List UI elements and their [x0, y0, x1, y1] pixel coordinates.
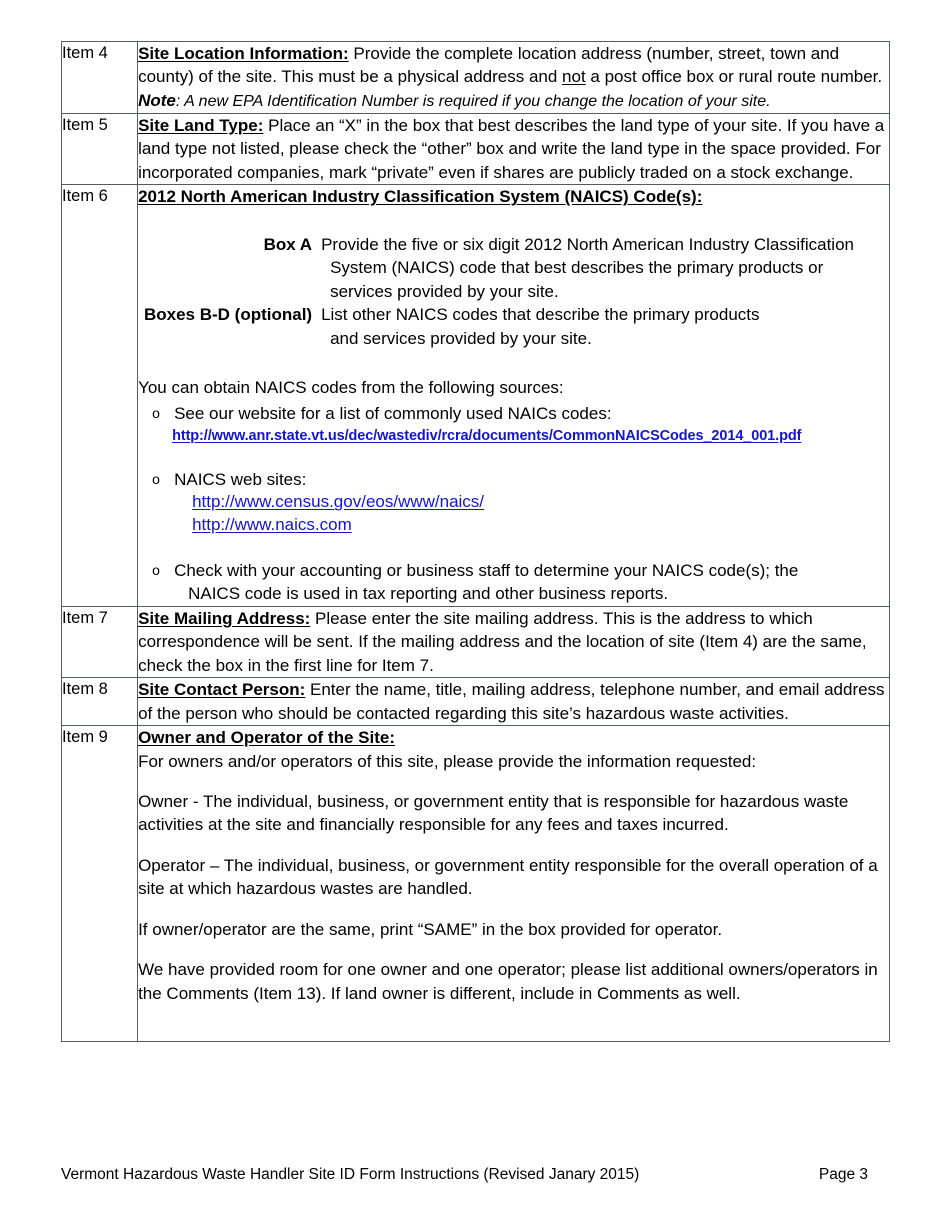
- item-4-text-a: Provide the complete location address (number, street, town and county) of the site. This must be a physical address and: [138, 44, 840, 87]
- table-row: [62, 42, 890, 114]
- item-5-text: Place an “X” in the box that best describes the land type of your site. If you have a land type not listed, please check the “other” box and write the land type in the space provided. For incorporated companies, mark “private” even if shares are publicly traded on a stock exchange.: [138, 115, 885, 182]
- census-naics-link[interactable]: http://www.census.gov/eos/www/naics/: [192, 492, 485, 512]
- item-body-4: [138, 42, 890, 114]
- box-a-text: Provide the five or six digit 2012 North American Industry Classification: [321, 234, 854, 254]
- item-4-note-label: Note: [138, 90, 176, 110]
- item-body-5: [138, 113, 890, 184]
- table-row: [62, 726, 890, 1042]
- item-9-heading: Owner and Operator of the Site:: [138, 728, 395, 748]
- item-body-6: [138, 185, 890, 607]
- item-body-9: [138, 726, 890, 1042]
- naics-source-3-continuation: NAICS code is used in tax reporting and other business reports.: [188, 584, 669, 604]
- item-4-note-text: : A new EPA Identification Number is required if you change the location of your site.: [175, 92, 771, 110]
- item-label-4: Item 4: [62, 42, 138, 114]
- page-footer: [61, 1166, 890, 1184]
- item-6-heading: 2012 North American Industry Classification System (NAICS) Code(s):: [138, 187, 703, 207]
- item-5-paragraph: [138, 114, 889, 184]
- footer-page-number: Page 3: [818, 1166, 868, 1183]
- item-label-8: Item 8: [62, 678, 138, 726]
- box-bd-line: [138, 303, 889, 326]
- item-9-paragraph-owner: Owner - The individual, business, or government entity that is responsible for hazardous waste activities at the site and financially responsible for any fees and taxes incurred.: [138, 792, 849, 835]
- footer-document-title: Vermont Hazardous Waste Handler Site ID Form Instructions (Revised Janary 2015): [61, 1166, 640, 1183]
- bullet-circle-icon: o: [152, 470, 160, 487]
- item-6-heading-line: [138, 185, 889, 208]
- item-8-paragraph: [138, 678, 889, 725]
- item-label-5: Item 5: [62, 113, 138, 184]
- naics-source-3-text: Check with your accounting or business staff to determine your NAICS code(s); the: [174, 560, 799, 580]
- naics-source-2-text: NAICS web sites:: [174, 469, 307, 489]
- table-row: [62, 606, 890, 677]
- box-bd-continuation: and services provided by your site.: [330, 328, 592, 348]
- table-row: [62, 185, 890, 607]
- item-label-9: Item 9: [62, 726, 138, 1042]
- item-label-7: Item 7: [62, 606, 138, 677]
- naics-source-item-3: [138, 559, 889, 582]
- box-bd-text: List other NAICS codes that describe the primary products: [321, 305, 760, 325]
- item-7-text: Please enter the site mailing address. This is the address to which correspondence will be sent. If the mailing address and the location of site (Item 4) are the same, check the box in the first line for Item 7.: [138, 608, 867, 675]
- item-body-8: [138, 678, 890, 726]
- naics-source-1-text: See our website for a list of commonly used NAICs codes:: [174, 403, 612, 423]
- item-body-7: [138, 606, 890, 677]
- box-bd-label: Boxes B-D (optional): [143, 305, 313, 325]
- box-a-line: [138, 233, 889, 256]
- item-4-note: [138, 89, 889, 113]
- item-9-heading-line: [138, 726, 889, 749]
- naics-common-codes-link[interactable]: http://www.anr.state.vt.us/dec/wastediv/rcra/documents/CommonNAICSCodes_2014_001.pdf: [172, 427, 802, 444]
- box-a-continuation-2: services provided by your site.: [330, 281, 559, 301]
- item-label-6: Item 6: [62, 185, 138, 607]
- naics-source-item-2: [138, 468, 889, 491]
- table-row: [62, 113, 890, 184]
- item-7-paragraph: [138, 607, 889, 677]
- item-4-paragraph: [138, 42, 889, 89]
- item-9-paragraph-1: For owners and/or operators of this site, please provide the information requested:: [138, 751, 757, 771]
- item-4-emphasis-not: not: [562, 67, 586, 87]
- item-9-paragraph-same: If owner/operator are the same, print “SAME” in the box provided for operator.: [138, 919, 723, 939]
- item-4-heading: Site Location Information:: [138, 44, 349, 63]
- naics-sources-intro: You can obtain NAICS codes from the following sources:: [138, 378, 564, 398]
- bullet-circle-icon: o: [152, 404, 160, 421]
- table-row: [62, 678, 890, 726]
- item-4-text-b: a post office box or rural route number.: [585, 67, 883, 87]
- naics-box-list: [138, 233, 889, 350]
- naics-com-link[interactable]: http://www.naics.com: [192, 515, 352, 535]
- item-9-paragraph-operator: Operator – The individual, business, or government entity responsible for the overall operation of a site at which hazardous wastes are handled.: [138, 855, 878, 899]
- box-a-label: Box A: [263, 234, 313, 254]
- item-8-heading: Site Contact Person:: [138, 680, 306, 700]
- box-a-continuation-1: System (NAICS) code that best describes the primary products or: [330, 258, 824, 278]
- bullet-circle-icon: o: [152, 561, 160, 578]
- item-9-paragraph-additional: We have provided room for one owner and one operator; please list additional owners/operators in the Comments (Item 13). If land owner is different, include in Comments as well.: [138, 960, 878, 1003]
- instructions-table: [61, 41, 890, 1042]
- item-7-heading: Site Mailing Address:: [138, 608, 311, 628]
- item-5-heading: Site Land Type:: [138, 115, 264, 135]
- item-8-text: Enter the name, title, mailing address, telephone number, and email address of the person who should be contacted regarding this site’s hazardous waste activities.: [138, 680, 885, 723]
- naics-source-item-1: [138, 402, 889, 425]
